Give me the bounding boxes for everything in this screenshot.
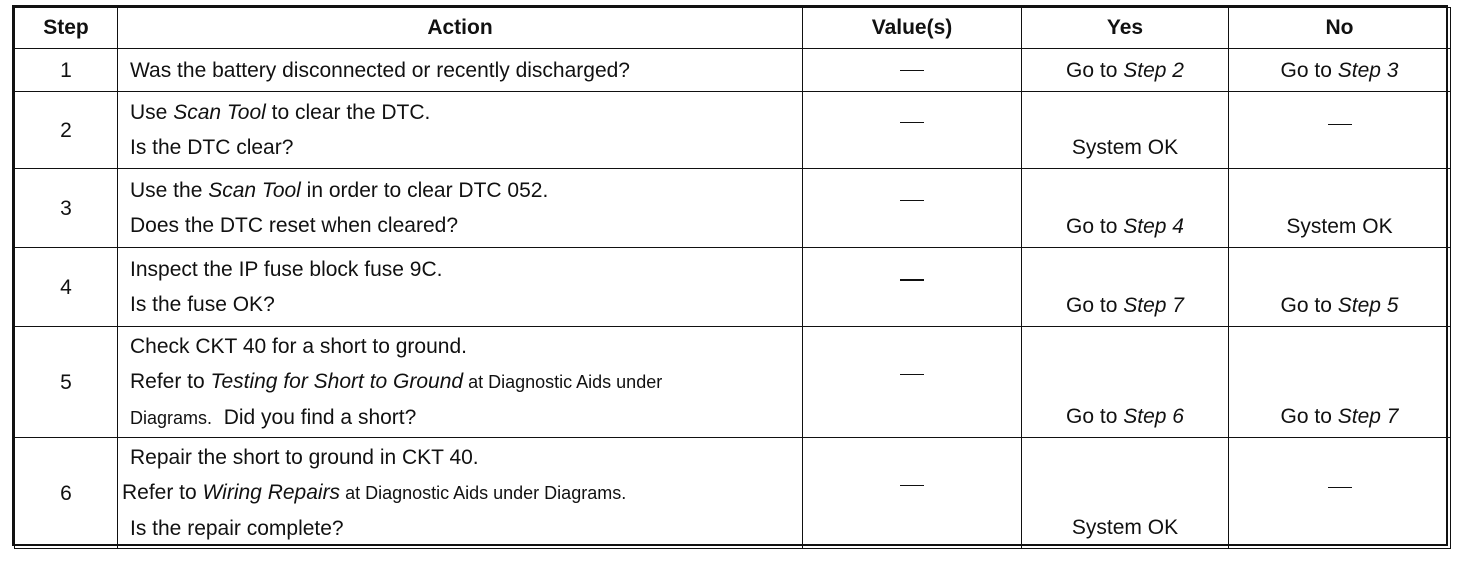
value-dash: [900, 200, 924, 201]
step-number: 1: [15, 49, 118, 92]
yes-step-link: Step 6: [1123, 405, 1184, 428]
header-step: Step: [15, 8, 118, 49]
header-action: Action: [118, 8, 803, 49]
action-line: Was the battery disconnected or recently discharged?: [130, 58, 630, 82]
table-row: [15, 327, 1451, 438]
action-line: Check CKT 40 for a short to ground.: [130, 334, 467, 358]
action-line: Diagrams. Did you find a short?: [130, 405, 417, 429]
diagnostic-table-frame: [12, 5, 1448, 546]
no-dash: [1328, 124, 1352, 125]
header-no: No: [1229, 8, 1451, 49]
step-number: 5: [15, 327, 118, 438]
value-dash: [900, 122, 924, 123]
table-row: [15, 92, 1451, 169]
value-cell: [803, 92, 1022, 169]
action-line: Inspect the IP fuse block fuse 9C.: [130, 258, 443, 281]
action-text: [118, 248, 803, 327]
yes-cell: System OK: [1022, 92, 1229, 169]
yes-prefix: Go to: [1066, 294, 1124, 317]
yes-step-link: Step 2: [1123, 58, 1184, 82]
no-step-link: Step 3: [1337, 58, 1399, 82]
value-cell: [803, 438, 1022, 549]
action-line: Does the DTC reset when cleared?: [130, 214, 458, 237]
action-text: [118, 438, 803, 549]
action-line: Repair the short to ground in CKT 40.: [130, 446, 479, 469]
action-text: [118, 49, 803, 92]
value-dash: [900, 279, 924, 281]
yes-cell: [1022, 248, 1229, 327]
table-row: [15, 49, 1451, 92]
no-cell: System OK: [1229, 169, 1451, 248]
table-row: [15, 169, 1451, 248]
action-line: Refer to Testing for Short to Ground at Diagnostic Aids under: [130, 369, 663, 393]
action-line: Is the repair complete?: [130, 517, 344, 540]
no-cell: [1229, 438, 1451, 549]
header-values: Value(s): [803, 8, 1022, 49]
value-cell: [803, 248, 1022, 327]
no-prefix: Go to: [1280, 58, 1338, 82]
header-yes: Yes: [1022, 8, 1229, 49]
step-number: 6: [15, 438, 118, 549]
step-number: 2: [15, 92, 118, 169]
action-line: Is the DTC clear?: [130, 136, 294, 159]
action-line: Use Scan Tool to clear the DTC.: [130, 101, 431, 124]
no-cell: [1229, 248, 1451, 327]
action-text: [118, 92, 803, 169]
yes-prefix: Go to: [1066, 58, 1124, 82]
yes-cell: [1022, 327, 1229, 438]
action-line: Refer to Wiring Repairs at Diagnostic Aids under Diagrams.: [122, 481, 627, 504]
value-dash: [900, 374, 924, 375]
action-line: Use the Scan Tool in order to clear DTC 052.: [130, 179, 549, 202]
no-prefix: Go to: [1280, 405, 1338, 428]
no-dash: [1328, 487, 1352, 488]
step-number: 3: [15, 169, 118, 248]
scan-tool-ref: Scan Tool: [173, 101, 266, 124]
testing-short-ref: Testing for Short to Ground: [210, 369, 464, 393]
table-row: [15, 248, 1451, 327]
action-text: [118, 327, 803, 438]
yes-prefix: Go to: [1066, 215, 1124, 238]
no-step-link: Step 5: [1337, 294, 1399, 317]
value-cell: [803, 327, 1022, 438]
scan-tool-ref: Scan Tool: [208, 179, 301, 202]
value-dash: [900, 485, 924, 486]
yes-step-link: Step 7: [1123, 294, 1184, 317]
no-cell: [1229, 49, 1451, 92]
no-cell: [1229, 327, 1451, 438]
table-header-row: [15, 8, 1451, 49]
no-prefix: Go to: [1280, 294, 1338, 317]
value-dash: [900, 70, 924, 71]
table-row: [15, 438, 1451, 549]
no-step-link: Step 7: [1337, 405, 1399, 428]
wiring-repairs-ref: Wiring Repairs: [202, 481, 341, 504]
action-line: Is the fuse OK?: [130, 293, 275, 316]
yes-prefix: Go to: [1066, 405, 1124, 428]
yes-cell: [1022, 169, 1229, 248]
value-cell: [803, 169, 1022, 248]
yes-cell: System OK: [1022, 438, 1229, 549]
yes-cell: [1022, 49, 1229, 92]
no-cell: [1229, 92, 1451, 169]
value-cell: [803, 49, 1022, 92]
yes-step-link: Step 4: [1123, 215, 1184, 238]
action-text: [118, 169, 803, 248]
diagnostic-table: [14, 7, 1451, 549]
step-number: 4: [15, 248, 118, 327]
